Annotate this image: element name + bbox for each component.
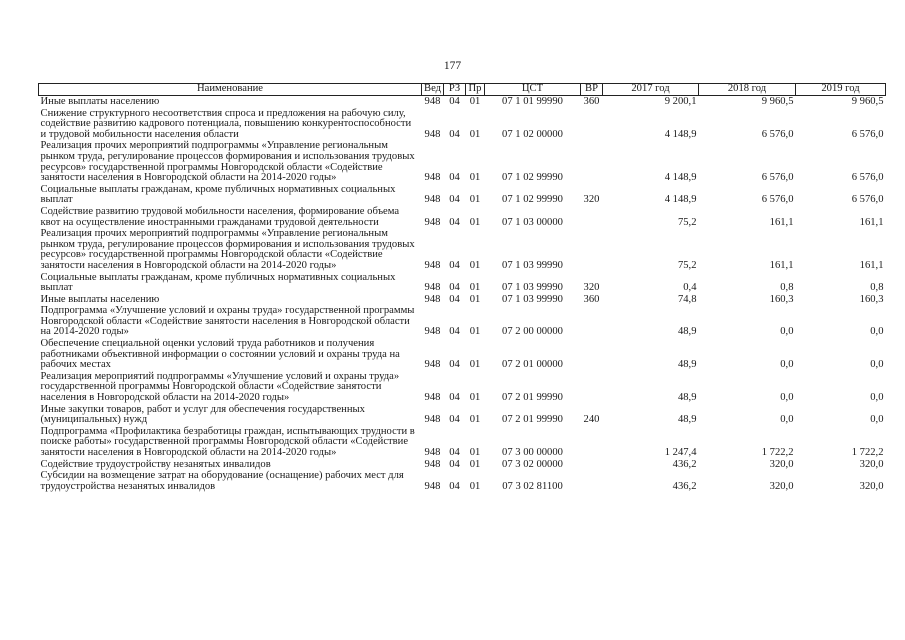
- cell-pr: 01: [469, 326, 481, 338]
- cell-vr: [581, 141, 603, 184]
- cell-ved: 948: [424, 326, 441, 338]
- cell-vr: [581, 372, 603, 405]
- cell-name: Социальные выплаты гражданам, кроме публичных нормативных социальных выплат: [40, 183, 396, 206]
- cell-vr: 360: [583, 96, 600, 107]
- cell-cst: 07 3 02 81100: [502, 480, 563, 492]
- cell-name: Подпрограмма «Улучшение условий и охраны труда» государственной программы Новгородской области «Содействие занятости населения в Новгородской области на 2014-2020 годы»: [40, 305, 415, 338]
- cell-2018: 161,1: [769, 216, 794, 228]
- cell-rz: 04: [449, 216, 460, 228]
- cell-name: Иные выплаты населению: [40, 96, 160, 107]
- table-row: [39, 427, 886, 460]
- cell-cst: 07 2 00 00000: [502, 326, 563, 338]
- header-rz: РЗ: [444, 84, 466, 96]
- cell-2018: 0,0: [780, 326, 794, 338]
- cell-pr: 01: [469, 96, 481, 107]
- cell-2017: 9 200,1: [664, 96, 697, 107]
- cell-2017: 1 247,4: [664, 447, 697, 458]
- cell-pr: 01: [469, 392, 481, 404]
- cell-cst: 07 3 00 00000: [502, 447, 563, 458]
- cell-cst: 07 1 03 99990: [502, 282, 563, 294]
- cell-cst: 07 1 03 99990: [502, 293, 563, 305]
- cell-rz: 04: [449, 128, 460, 140]
- cell-rz: 04: [449, 96, 460, 107]
- cell-cst: 07 2 01 99990: [502, 392, 563, 404]
- cell-2019: 1 722,2: [851, 447, 884, 458]
- cell-ved: 948: [424, 392, 441, 404]
- table-row: [39, 96, 886, 109]
- cell-2017: 4 148,9: [664, 128, 697, 140]
- table-row: [39, 405, 886, 427]
- cell-2019: 320,0: [859, 480, 884, 492]
- cell-ved: 948: [424, 458, 441, 470]
- cell-ved: 948: [424, 447, 441, 458]
- table-row: [39, 339, 886, 372]
- cell-2019: 9 960,5: [851, 96, 884, 107]
- cell-2017: 4 148,9: [664, 194, 697, 206]
- table-row: [39, 471, 886, 493]
- table-row: [39, 273, 886, 295]
- header-2018: 2018 год: [699, 84, 796, 96]
- cell-cst: 07 1 03 99990: [502, 259, 563, 271]
- table-row: [39, 372, 886, 405]
- cell-2019: 6 576,0: [851, 172, 884, 184]
- cell-rz: 04: [449, 259, 460, 271]
- cell-name: Субсидии на возмещение затрат на оборудование (оснащение) рабочих мест для трудоустройства незанятых инвалидов: [40, 470, 404, 492]
- cell-pr: 01: [469, 194, 481, 206]
- cell-name: Иные выплаты населению: [40, 293, 160, 305]
- cell-2018: 1 722,2: [761, 447, 794, 458]
- cell-name: Социальные выплаты гражданам, кроме публичных нормативных социальных выплат: [40, 271, 396, 294]
- cell-name: Снижение структурного несоответствия спроса и предложения на рабочую силу, содействие развитию кадрового потенциала, повышению конкурентоспособности и трудовой мобильности населения области: [40, 107, 412, 140]
- cell-vr: [581, 207, 603, 229]
- cell-name: Иные закупки товаров, работ и услуг для обеспечения государственных (муниципальных) нужд: [40, 403, 365, 426]
- cell-ved: 948: [424, 96, 441, 107]
- cell-rz: 04: [449, 194, 460, 206]
- table-row: [39, 207, 886, 229]
- cell-2018: 6 576,0: [761, 194, 794, 206]
- cell-ved: 948: [424, 216, 441, 228]
- cell-vr: [581, 471, 603, 493]
- cell-cst: 07 1 03 00000: [502, 216, 563, 228]
- cell-2018: 0,0: [780, 414, 794, 426]
- cell-2019: 160,3: [859, 293, 884, 305]
- cell-ved: 948: [424, 172, 441, 184]
- cell-pr: 01: [469, 480, 481, 492]
- header-ved: Вед: [422, 84, 444, 96]
- table-row: [39, 185, 886, 207]
- cell-2019: 6 576,0: [851, 194, 884, 206]
- cell-vr: 320: [583, 282, 600, 294]
- cell-2019: 0,0: [870, 359, 884, 371]
- header-pr: Пр: [466, 84, 485, 96]
- table-row: [39, 229, 886, 272]
- cell-vr: [581, 460, 603, 472]
- cell-2017: 48,9: [677, 392, 697, 404]
- cell-pr: 01: [469, 293, 481, 305]
- cell-cst: 07 1 02 99990: [502, 172, 563, 184]
- cell-2018: 6 576,0: [761, 128, 794, 140]
- cell-2018: 161,1: [769, 259, 794, 271]
- page-number: 177: [443, 60, 462, 72]
- cell-ved: 948: [424, 293, 441, 305]
- cell-pr: 01: [469, 172, 481, 184]
- cell-2019: 0,8: [870, 282, 884, 294]
- cell-ved: 948: [424, 359, 441, 371]
- header-2017: 2017 год: [603, 84, 699, 96]
- budget-table: [38, 83, 886, 493]
- cell-2018: 6 576,0: [761, 172, 794, 184]
- cell-2017: 75,2: [677, 216, 697, 228]
- cell-vr: [581, 427, 603, 460]
- cell-ved: 948: [424, 480, 441, 492]
- cell-ved: 948: [424, 414, 441, 426]
- cell-2018: 0,8: [780, 282, 794, 294]
- cell-2018: 160,3: [769, 293, 794, 305]
- cell-2019: 161,1: [859, 259, 884, 271]
- cell-rz: 04: [449, 326, 460, 338]
- header-name: Наименование: [39, 84, 422, 96]
- cell-pr: 01: [469, 447, 481, 458]
- cell-rz: 04: [449, 392, 460, 404]
- cell-cst: 07 2 01 99990: [502, 414, 563, 426]
- cell-rz: 04: [449, 447, 460, 458]
- cell-cst: 07 1 02 00000: [502, 128, 563, 140]
- header-cst: ЦСТ: [485, 84, 581, 96]
- table-body: [39, 96, 886, 494]
- cell-2017: 0,4: [683, 282, 697, 294]
- table-row: [39, 306, 886, 339]
- cell-ved: 948: [424, 282, 441, 294]
- cell-rz: 04: [449, 293, 460, 305]
- cell-2017: 75,2: [677, 259, 697, 271]
- cell-vr: 360: [583, 293, 600, 305]
- cell-cst: 07 2 01 00000: [502, 359, 563, 371]
- cell-cst: 07 1 01 99990: [502, 96, 563, 107]
- cell-vr: 320: [583, 194, 600, 206]
- cell-2017: 48,9: [677, 414, 697, 426]
- table-row: [39, 109, 886, 142]
- cell-vr: [581, 109, 603, 142]
- cell-2018: 320,0: [769, 458, 794, 470]
- table-row: [39, 141, 886, 184]
- cell-2018: 0,0: [780, 359, 794, 371]
- cell-pr: 01: [469, 259, 481, 271]
- cell-2017: 436,2: [672, 480, 697, 492]
- cell-2019: 320,0: [859, 458, 884, 470]
- cell-2018: 320,0: [769, 480, 794, 492]
- cell-name: Обеспечение специальной оценки условий труда работников и получения работниками объективной информации о состоянии условий и охраны труда на рабочих местах: [40, 338, 400, 371]
- cell-name: Реализация прочих мероприятий подпрограммы «Управление региональным рынком труда, регулирование процессов формирования и использования трудовых ресурсов» государственной программы Новгородской области «Содействие занятости населения в Новгородской области на 2014-2020 годы»: [40, 228, 415, 271]
- cell-2017: 74,8: [677, 293, 697, 305]
- cell-2019: 161,1: [859, 216, 884, 228]
- cell-2019: 0,0: [870, 326, 884, 338]
- cell-ved: 948: [424, 128, 441, 140]
- cell-pr: 01: [469, 359, 481, 371]
- cell-name: Содействие трудоустройству незанятых инвалидов: [40, 458, 271, 470]
- cell-cst: 07 3 02 00000: [502, 458, 563, 470]
- cell-name: Подпрограмма «Профилактика безработицы граждан, испытывающих трудности в поиске работы» государственной программы Новгородской области «Содействие занятости населения в Новгородской области на 2014-2020 годы»: [40, 425, 415, 458]
- cell-name: Содействие развитию трудовой мобильности населения, формирование объема квот на осуществление иностранными гражданами трудовой деятельности: [40, 205, 400, 228]
- cell-2019: 0,0: [870, 414, 884, 426]
- cell-2018: 9 960,5: [761, 96, 794, 107]
- cell-2017: 436,2: [672, 458, 697, 470]
- cell-pr: 01: [469, 282, 481, 294]
- cell-ved: 948: [424, 259, 441, 271]
- cell-rz: 04: [449, 282, 460, 294]
- cell-ved: 948: [424, 194, 441, 206]
- cell-pr: 01: [469, 216, 481, 228]
- header-vr: ВР: [581, 84, 603, 96]
- cell-rz: 04: [449, 458, 460, 470]
- cell-vr: [581, 229, 603, 272]
- cell-vr: [581, 306, 603, 339]
- cell-name: Реализация мероприятий подпрограммы «Улучшение условий и охраны труда» государственной программы Новгородской области «Содействие занятости населения в Новгородской области на 2014-2020 годы»: [40, 370, 400, 404]
- cell-pr: 01: [469, 128, 481, 140]
- cell-rz: 04: [449, 359, 460, 371]
- cell-2019: 0,0: [870, 392, 884, 404]
- cell-pr: 01: [469, 414, 481, 426]
- cell-name: Реализация прочих мероприятий подпрограммы «Управление региональным рынком труда, регулирование процессов формирования и использования трудовых ресурсов» государственной программы Новгородской области «Содействие занятости населения в Новгородской области на 2014-2020 годы»: [40, 140, 415, 184]
- cell-vr: 240: [583, 414, 600, 426]
- cell-2017: 48,9: [677, 326, 697, 338]
- cell-2019: 6 576,0: [851, 128, 884, 140]
- cell-rz: 04: [449, 172, 460, 184]
- cell-2018: 0,0: [780, 392, 794, 404]
- cell-2017: 4 148,9: [664, 172, 697, 184]
- cell-vr: [581, 339, 603, 372]
- header-2019: 2019 год: [796, 84, 886, 96]
- cell-cst: 07 1 02 99990: [502, 194, 563, 206]
- cell-rz: 04: [449, 414, 460, 426]
- table-header: [39, 84, 886, 96]
- cell-2017: 48,9: [677, 359, 697, 371]
- cell-rz: 04: [449, 480, 460, 492]
- cell-pr: 01: [469, 458, 481, 470]
